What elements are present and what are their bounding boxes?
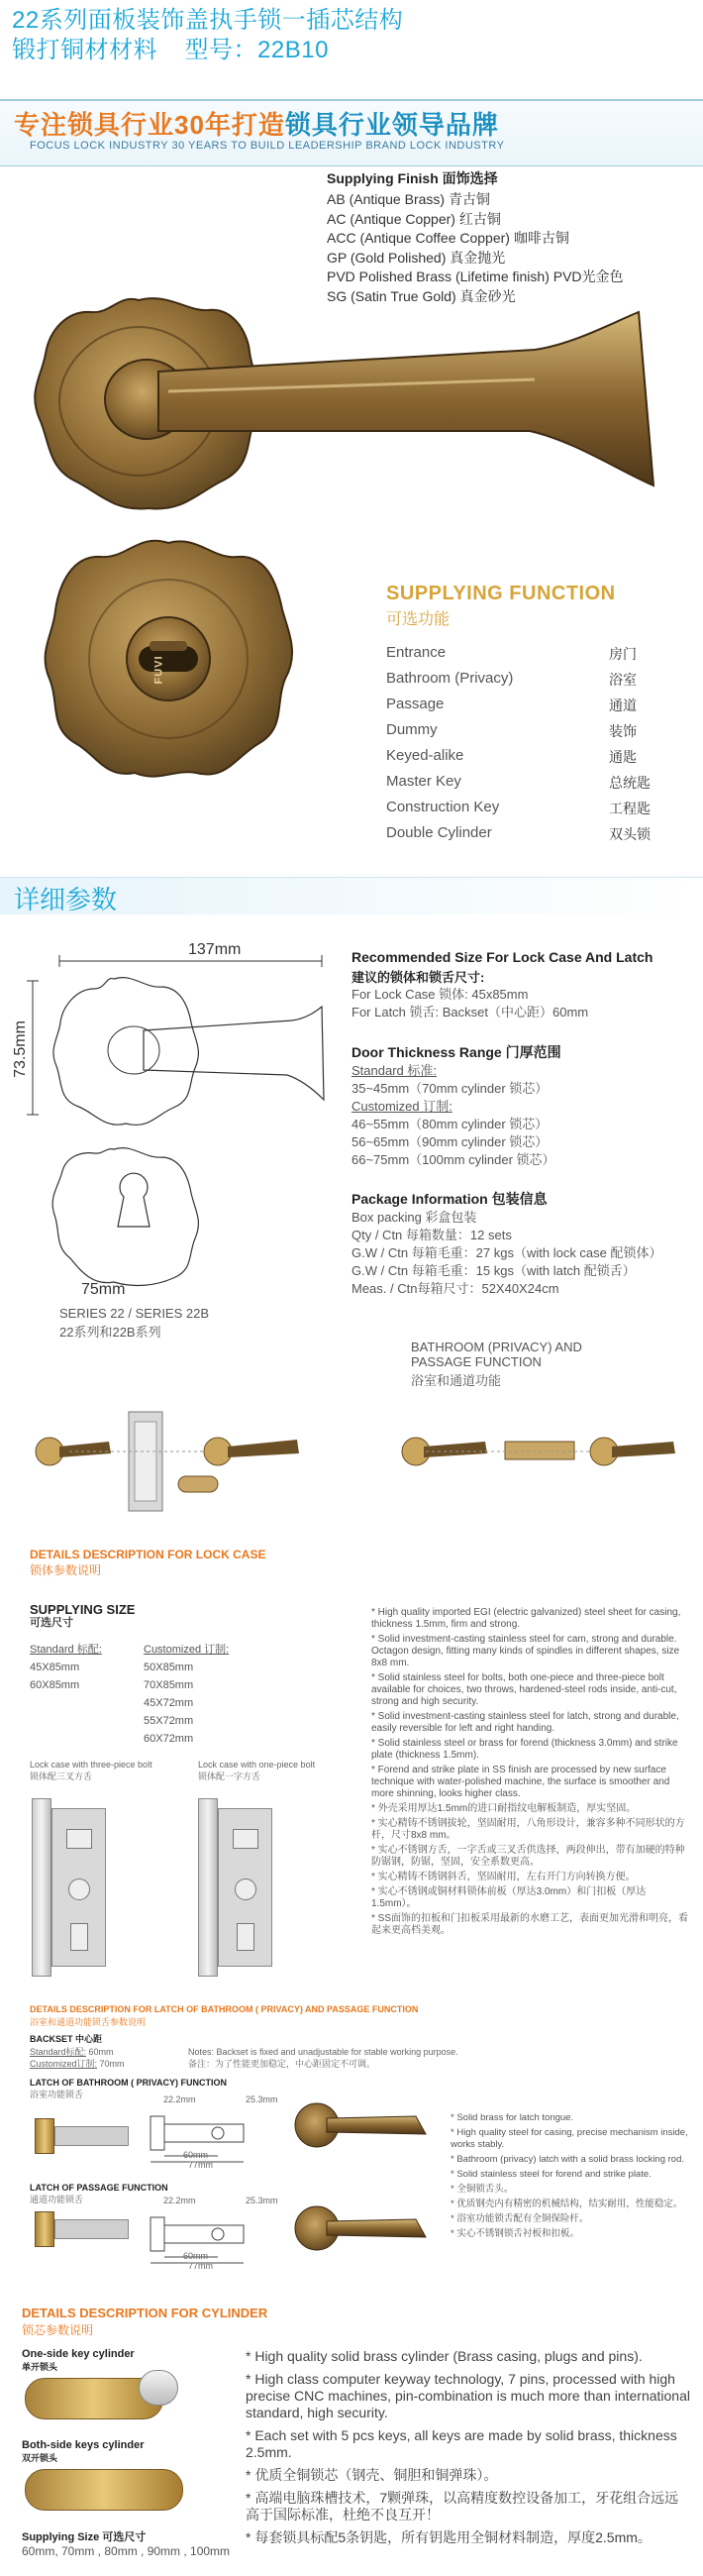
function-row	[386, 721, 673, 738]
bath-label-zh: 浴室和通道功能	[411, 1373, 502, 1388]
bullet: * Solid stainless steel for bolts, both one-piece and three-piece bolt available for choices, two throws, hardened-steel rods inside, anti-cut, strong and high security.	[371, 1672, 677, 1707]
bullet: * High class computer keyway technology, 7 pins, processed with high precise CNC machines, pin-combination is much more than international standard, high security.	[246, 2371, 690, 2420]
series-label-zh: 22系列和22B系列	[59, 1325, 161, 1340]
lockcase-heading: DETAILS DESCRIPTION FOR LOCK CASE	[30, 1548, 266, 1561]
lock-case-forend-image	[32, 1798, 51, 1977]
both-side-cylinder-image	[25, 2469, 183, 2511]
finish-item: ACC (Antique Coffee Copper) 咖啡古铜	[327, 230, 569, 246]
bullet: * Forend and strike plate in SS finish are processed by new surface technique with water-polished machine, the surface is smoother and more shinning, looks higher class.	[371, 1765, 670, 1799]
both-side-label-zh: 双开锁头	[22, 2453, 58, 2463]
bath-latch-heading: LATCH OF BATHROOM ( PRIVACY) FUNCTION	[30, 2078, 227, 2088]
function-en: Dummy	[386, 721, 438, 738]
size-heading-zh: 可选尺寸	[30, 1617, 73, 1629]
pkg-heading: Package Information 包装信息	[352, 1191, 548, 1207]
dim-label: 60mm	[183, 2251, 209, 2261]
model-label: 型号：	[184, 37, 258, 63]
latch-body-image	[54, 2126, 129, 2146]
size-value: 55X72mm	[144, 1715, 194, 1727]
bullet: * Solid brass for latch tongue.	[451, 2112, 574, 2123]
case-one-label: Lock case with one-piece bolt	[198, 1760, 316, 1770]
bullet: * 实心不锈钢或铜材料锁体前板（厚达3.0mm）和门扣板（厚达1.5mm）。	[371, 1886, 647, 1909]
backset-std-value: 60mm	[88, 2047, 114, 2057]
dim-label: 22.2mm	[163, 2094, 196, 2104]
door-custom: 46~55mm（80mm cylinder 锁芯）	[352, 1117, 549, 1131]
backset-standard	[30, 2047, 114, 2058]
one-side-label: One-side key cylinder	[22, 2348, 135, 2360]
size-value: 45X85mm	[30, 1662, 80, 1673]
exploded-view-lockcase	[30, 1392, 317, 1521]
backset-note-zh: 备注：为了性能更加稳定，中心距固定不可调。	[188, 2059, 376, 2069]
lockcase-heading-zh: 锁体参数说明	[30, 1563, 102, 1577]
backset-custom-value: 70mm	[99, 2059, 125, 2069]
door-std-label: Standard 标准:	[352, 1063, 437, 1078]
function-en: Construction Key	[386, 799, 500, 815]
lock-case-forend-image	[198, 1798, 218, 1977]
bath-label: BATHROOM (PRIVACY) AND PASSAGE FUNCTION	[411, 1340, 582, 1369]
dim-label: 77mm	[188, 2160, 214, 2170]
bullet: * High quality imported EGI (electric galvanized) steel sheet for casing, thickness 1.5mm, firm and strong.	[371, 1607, 681, 1630]
bullet: * Solid stainless steel or brass for forend (thickness 3.0mm) and strike plate (thickness 1.5mm).	[371, 1738, 678, 1761]
function-zh: 浴室	[609, 672, 637, 688]
door-custom: 56~65mm（90mm cylinder 锁芯）	[352, 1134, 549, 1149]
function-zh: 通道	[609, 698, 637, 713]
latch-forend-image	[35, 2118, 54, 2154]
function-row	[386, 696, 673, 712]
case-three-label: Lock case with three-piece bolt	[30, 1760, 152, 1770]
lockcase-bullets	[371, 1607, 688, 1940]
backset-heading: BACKSET 中心距	[30, 2034, 103, 2044]
small-lever-image	[287, 2091, 436, 2170]
function-en: Passage	[386, 696, 445, 712]
function-zh: 房门	[609, 646, 637, 662]
slogan-part2: 锁具行业领导品牌	[284, 110, 499, 140]
finish-item: AB (Antique Brass) 青古铜	[327, 191, 490, 207]
rec-line: For Latch 锁舌: Backset（中心距）60mm	[352, 1005, 589, 1020]
slogan	[14, 105, 499, 142]
dim-width: 137mm	[188, 941, 242, 958]
technical-drawing	[15, 941, 342, 1288]
both-side-label: Both-side keys cylinder	[22, 2439, 145, 2451]
bullet: * Solid investment-casting stainless steel for cam, strong and durable. Octagon design, fitting many kinds of spindles in different shapes, size 8x8 mm.	[371, 1634, 680, 1668]
pkg-line: G.W / Ctn 每箱毛重：15 kgs（with latch 配锁舌）	[352, 1263, 636, 1278]
function-row	[386, 670, 673, 687]
function-row	[386, 773, 673, 790]
function-row	[386, 799, 673, 815]
dim-label: 77mm	[188, 2261, 214, 2271]
case-one-zh: 锁体配一字方舌	[198, 1771, 261, 1781]
bullet: * High quality solid brass cylinder (Brass casing, plugs and pins).	[246, 2348, 643, 2364]
material-label: 锻打铜材材料	[12, 37, 157, 63]
finish-heading: Supplying Finish 面饰选择	[327, 170, 498, 186]
lever-handle-image	[20, 282, 673, 520]
size-value: 60X72mm	[144, 1733, 194, 1745]
size-label: Supplying Size 可选尺寸	[22, 2531, 147, 2543]
brand-logo: FUVI	[152, 655, 165, 685]
bullet: * Each set with 5 pcs keys, all keys are made by solid brass, thickness 2.5mm.	[246, 2427, 677, 2460]
function-en: Bathroom (Privacy)	[386, 670, 514, 687]
slogan-part1: 专注锁具行业30年打造	[14, 110, 285, 140]
passage-latch-heading: LATCH OF PASSAGE FUNCTION	[30, 2183, 168, 2193]
standard-label: Standard 标配:	[30, 1644, 102, 1656]
function-row	[386, 644, 673, 661]
dim-label: 22.2mm	[163, 2196, 196, 2205]
cylinder-heading-zh: 锁芯参数说明	[22, 2323, 94, 2337]
size-value: 45X72mm	[144, 1697, 194, 1709]
finish-item: SG (Satin True Gold) 真金砂光	[327, 287, 516, 304]
pkg-line: Qty / Ctn 每箱数量：12 sets	[352, 1228, 512, 1242]
finish-item: PVD Polished Brass (Lifetime finish) PVD光金色	[327, 268, 624, 284]
cylinder-heading: DETAILS DESCRIPTION FOR CYLINDER	[22, 2306, 268, 2320]
finish-item: AC (Antique Copper) 红古铜	[327, 210, 501, 227]
bullet: * Solid investment-casting stainless steel for latch, strong and durable, easily reversible for left and right handing.	[371, 1711, 679, 1734]
pkg-lines	[352, 1209, 662, 1298]
rec-line: For Lock Case 锁体: 45x85mm	[352, 987, 529, 1002]
dim-label: 25.3mm	[246, 2094, 278, 2104]
bullet: * 实心不锈钢锁舌衬板和扣板。	[451, 2228, 579, 2239]
function-zh: 总统匙	[609, 775, 651, 791]
latch-forend-image	[35, 2211, 54, 2247]
bullet: * 实心精铸不锈钢拔轮，坚固耐用，八角形设计，兼容多种不同形状的方杆，尺寸8x8 mm。	[371, 1818, 685, 1841]
cylinder-escutcheon-image	[40, 535, 297, 783]
dim-height: 73.5mm	[11, 1020, 29, 1078]
bullet: * 浴室功能锁舌配有全铜保险杆。	[451, 2213, 589, 2224]
function-row	[386, 824, 673, 841]
bullet: * 每套锁具标配5条钥匙，所有钥匙用全铜材料制造，厚度2.5mm。	[246, 2529, 652, 2545]
latch-heading: DETAILS DESCRIPTION FOR LATCH OF BATHROOM ( PRIVACY) AND PASSAGE FUNCTION	[30, 2004, 419, 2014]
size-value: 60X85mm	[30, 1679, 80, 1691]
model-code: 22B10	[257, 37, 329, 63]
series-label: SERIES 22 / SERIES 22B	[59, 1306, 210, 1321]
door-custom: 66~75mm（100mm cylinder 锁芯）	[352, 1152, 555, 1167]
case-three-zh: 锁体配三叉方舌	[30, 1771, 93, 1781]
thumb-turn-image	[139, 2370, 178, 2406]
backset-custom	[30, 2059, 125, 2070]
exploded-view-latch	[386, 1392, 683, 1521]
dim-rose: 75mm	[81, 1281, 126, 1298]
function-zh: 工程匙	[609, 801, 651, 816]
bullet: * 实心精铸不锈钢斜舌，坚固耐用，左右开门方向转换方便。	[371, 1872, 636, 1882]
bullet: * 高端电脑珠槽技术，7颗弹珠，以高精度数控设备加工，牙花组合远远高于国际标准，杜绝不良互开！	[246, 2490, 679, 2522]
function-zh: 装饰	[609, 723, 637, 739]
dim-label: 25.3mm	[246, 2196, 278, 2205]
latch-heading-zh: 浴室和通道功能锁舌参数说明	[30, 2017, 147, 2027]
bullet: * 实心不锈钢方舌，一字舌或三叉舌供选择，两段伸出，带有加硬的特种防锯钢，防锯，坚固，安全系数更高。	[371, 1845, 685, 1868]
rec-lines	[352, 986, 588, 1021]
cylinder-bullets	[246, 2348, 691, 2552]
finish-item: GP (Gold Polished) 真金抛光	[327, 249, 506, 266]
latch-bullets	[451, 2112, 688, 2243]
latch-body-image	[54, 2219, 129, 2239]
pkg-line: Meas. / Ctn每箱尺寸：52X40X24cm	[352, 1281, 559, 1296]
door-custom-label: Customized 订制:	[352, 1099, 452, 1114]
size-value: 50X85mm	[144, 1662, 194, 1673]
door-lines	[352, 1062, 555, 1169]
rec-heading-zh: 建议的锁体和锁舌尺寸:	[352, 970, 485, 985]
door-std: 35~45mm（70mm cylinder 锁芯）	[352, 1081, 549, 1096]
backset-custom-label: Customized订制:	[30, 2059, 98, 2069]
function-en: Keyed-alike	[386, 747, 464, 764]
bullet: * 优质全铜锁芯（钢壳、铜胆和铜弹珠）。	[246, 2467, 498, 2483]
bullet: * 外壳采用厚达1.5mm的进口耐指纹电解板制造，厚实坚固。	[371, 1803, 637, 1814]
function-heading: SUPPLYING FUNCTION	[386, 583, 616, 604]
dim-label: 60mm	[183, 2150, 209, 2160]
door-heading: Door Thickness Range 门厚范围	[352, 1044, 561, 1060]
rec-heading: Recommended Size For Lock Case And Latch	[352, 949, 653, 965]
function-zh: 双头锁	[609, 826, 651, 842]
bullet: * Bathroom (privacy) latch with a solid brass locking rod.	[451, 2154, 685, 2165]
standard-sizes	[30, 1641, 102, 1694]
bullet: * High quality steel for casing, precise mechanism inside, works stably.	[451, 2127, 688, 2150]
bullet: * 全铜锁舌头。	[451, 2184, 514, 2195]
page-subtitle	[12, 36, 329, 65]
pkg-line: G.W / Ctn 每箱毛重：27 kgs（with lock case 配锁体）	[352, 1245, 662, 1260]
function-en: Entrance	[386, 644, 447, 661]
small-lever-image	[287, 2194, 436, 2273]
details-heading: 详细参数	[14, 885, 118, 914]
slogan-en: FOCUS LOCK INDUSTRY 30 YEARS TO BUILD LEADERSHIP BRAND LOCK INDUSTRY	[30, 140, 505, 152]
backset-note: Notes: Backset is fixed and unadjustable for stable working purpose.	[188, 2047, 458, 2057]
function-zh: 通匙	[609, 749, 637, 765]
bullet: * SS面饰的扣板和门扣板采用最新的水磨工艺，表面更加光滑和明亮，看起来更高档美观。	[371, 1913, 689, 1936]
bullet: * 优质钢壳内有精密的机械结构，结实耐用，性能稳定。	[451, 2199, 683, 2209]
lock-case-body-image	[218, 1808, 272, 1967]
bath-latch-heading-zh: 浴室功能锁舌	[30, 2090, 84, 2099]
function-row	[386, 747, 673, 764]
bullet: * Solid stainless steel for forend and strike plate.	[451, 2169, 652, 2180]
one-side-label-zh: 单开锁头	[22, 2362, 58, 2372]
cylinder-sizes: 60mm, 70mm , 80mm , 90mm , 100mm	[22, 2544, 231, 2558]
lock-case-body-image	[51, 1808, 106, 1967]
function-heading-zh: 可选功能	[386, 611, 451, 628]
page-title: 22系列面板装饰盖执手锁一插芯结构	[12, 7, 404, 34]
pkg-line: Box packing 彩盒包装	[352, 1210, 477, 1225]
function-en: Double Cylinder	[386, 824, 492, 841]
size-heading: SUPPLYING SIZE	[30, 1602, 136, 1617]
custom-label: Customized 订制:	[144, 1644, 230, 1656]
custom-sizes	[144, 1641, 229, 1748]
function-en: Master Key	[386, 773, 461, 790]
size-value: 70X85mm	[144, 1679, 194, 1691]
passage-latch-heading-zh: 通道功能锁舌	[30, 2195, 84, 2204]
backset-std-label: Standard标配:	[30, 2047, 87, 2057]
